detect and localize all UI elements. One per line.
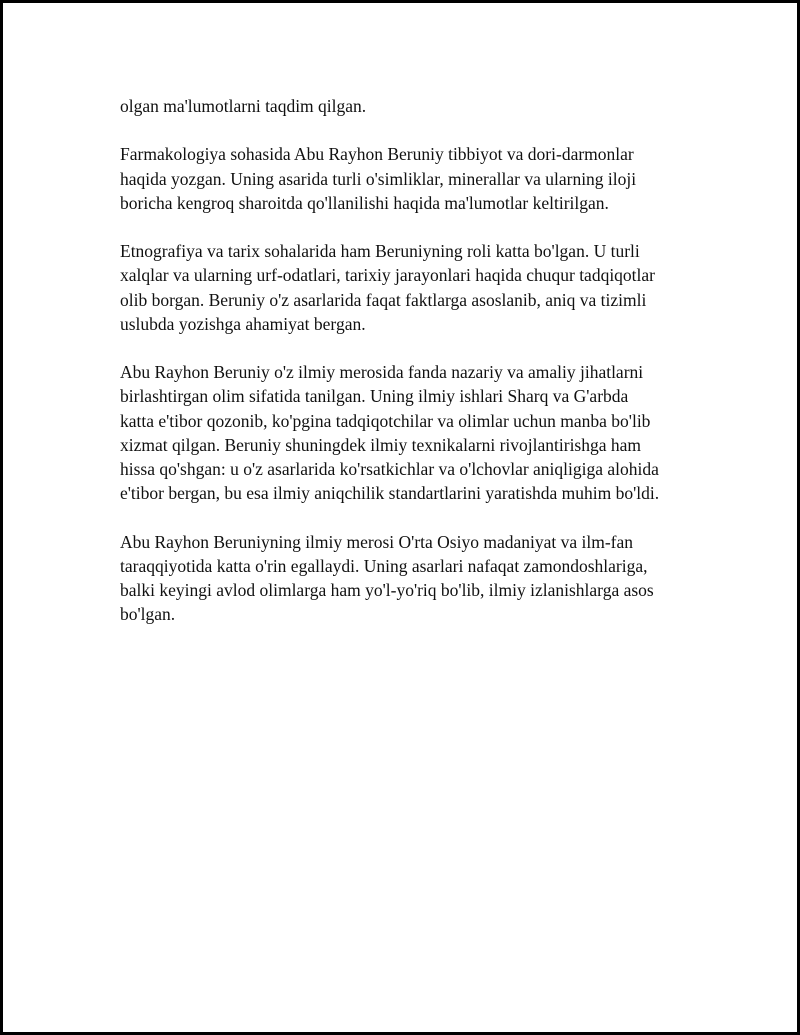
paragraph-1: olgan ma'lumotlarni taqdim qilgan. xyxy=(120,96,367,116)
paragraph-3: Etnografiya va tarix sohalarida ham Beruniyning roli katta bo'lgan. U turli xalqlar va ularning urf-odatlari, tarixiy jarayonlari haqida chuqur tadqiqotlar olib borgan. Beruniy o'z asarlarida faqat faktlarga asoslanib, aniq va tizimli uslubda yozishga ahamiyat bergan. xyxy=(120,241,656,334)
paragraph-2: Farmakologiya sohasida Abu Rayhon Beruniy tibbiyot va dori-darmonlar haqida yozgan. Uning asarida turli o'simliklar, minerallar va ularning iloji boricha kengroq sharoitda qo'llanilishi haqida ma'lumotlar keltirilgan. xyxy=(120,144,637,213)
page-body xyxy=(120,94,695,651)
paragraph-5: Abu Rayhon Beruniyning ilmiy merosi O'rta Osiyo madaniyat va ilm-fan taraqqiyotida katta o'rin egallaydi. Uning asarlari nafaqat zamondoshlariga, balki keyingi avlod olimlarga ham yo'l-yo'riq bo'lib, ilmiy izlanishlarga asos bo'lgan. xyxy=(120,531,654,625)
paragraph-4: Abu Rayhon Beruniy o'z ilmiy merosida fanda nazariy va amaliy jihatlarni birlashtirgan olim sifatida tanilgan. Uning ilmiy ishlari Sharq va G'arbda katta e'tibor qozonib, ko'pgina tadqiqotchilar va olimlar uchun manba bo'lib xizmat qilgan. Beruniy shuningdek ilmiy texnikalarni rivojlantirishga ham hissa qo'shgan: u o'z asarlarida ko'rsatkichlar va o'lchovlar aniqligiga alohida e'tibor bergan, bu esa ilmiy aniqchilik standartlarini yaratishda muhim bo'ldi. xyxy=(120,362,660,504)
